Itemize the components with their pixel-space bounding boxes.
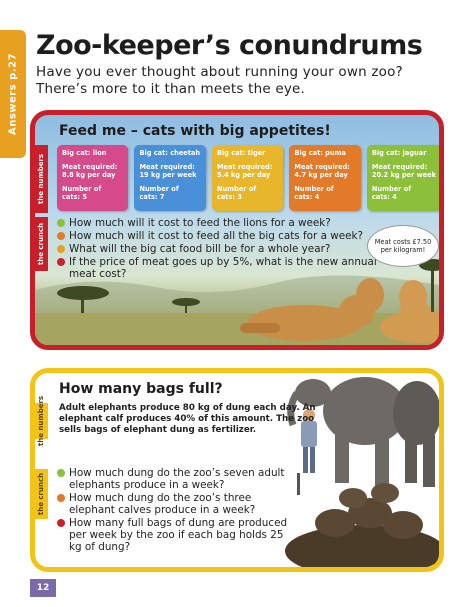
section-description: Adult elephants produce 80 kg of dung each day. An elephant calf produces 40% of this amount. The zoo sells bags of elephant dung as fertilizer. (59, 403, 316, 435)
the-crunch-label: the crunch (35, 469, 48, 519)
bullet-icon (57, 258, 65, 266)
bullet-icon (57, 469, 65, 477)
big-cats-section (30, 110, 444, 350)
question-item: How much will it cost to feed the lions for a week? (57, 217, 377, 229)
the-crunch-label: the crunch (35, 217, 48, 271)
the-numbers-label: the numbers (35, 145, 48, 213)
page-number: 12 (30, 579, 56, 597)
page-intro: Have you ever thought about running your own zoo? There’s more to it than meets the eye. (36, 64, 403, 97)
bullet-icon (57, 245, 65, 253)
big-cat-questions (57, 217, 377, 281)
answers-tab (0, 30, 26, 158)
card-jaguar: Big cat: jaguar Meat required: 20.2 kg per week Number of cats: 4 (367, 145, 441, 211)
question-item: How much dung do the zoo’s three elephant calves produce in a week? (57, 492, 297, 516)
card-puma: Big cat: puma Meat required: 4.7 kg per day Number of cats: 4 (289, 145, 360, 211)
card-cheetah: Big cat: cheetah Meat required: 19 kg per week Number of cats: 7 (134, 145, 205, 211)
bullet-icon (57, 494, 65, 502)
meat-cost-speech-bubble: Meat costs £7.50 per kilogram! (367, 225, 439, 267)
answers-tab-label: Answers p.27 (7, 52, 19, 136)
bullet-icon (57, 219, 65, 227)
elephant-2 (393, 381, 439, 487)
card-lion: Big cat: lion Meat required: 8.8 kg per day Number of cats: 5 (57, 145, 128, 211)
question-item: If the price of meat goes up by 5%, what is the new annual meat cost? (57, 256, 377, 280)
page-title: Zoo-keeper’s conundrums (36, 30, 423, 61)
the-numbers-label: the numbers (35, 403, 48, 439)
elephant-questions (57, 467, 297, 554)
big-cat-cards (57, 145, 441, 211)
question-item: How many full bags of dung are produced per week by the zoo if each bag holds 25 kg of dung? (57, 517, 297, 553)
dung-pile (285, 483, 439, 567)
section-title: Feed me – cats with big appetites! (59, 123, 331, 139)
card-tiger: Big cat: tiger Meat required: 5.4 kg per day Number of cats: 3 (212, 145, 283, 211)
bullet-icon (57, 519, 65, 527)
question-item: How much dung do the zoo’s seven adult elephants produce in a week? (57, 467, 297, 491)
elephant-dung-section (30, 368, 444, 572)
question-item: How much will it cost to feed all the big cats for a week? (57, 230, 377, 242)
section-title: How many bags full? (59, 381, 223, 397)
bullet-icon (57, 232, 65, 240)
question-item: What will the big cat food bill be for a whole year? (57, 243, 377, 255)
